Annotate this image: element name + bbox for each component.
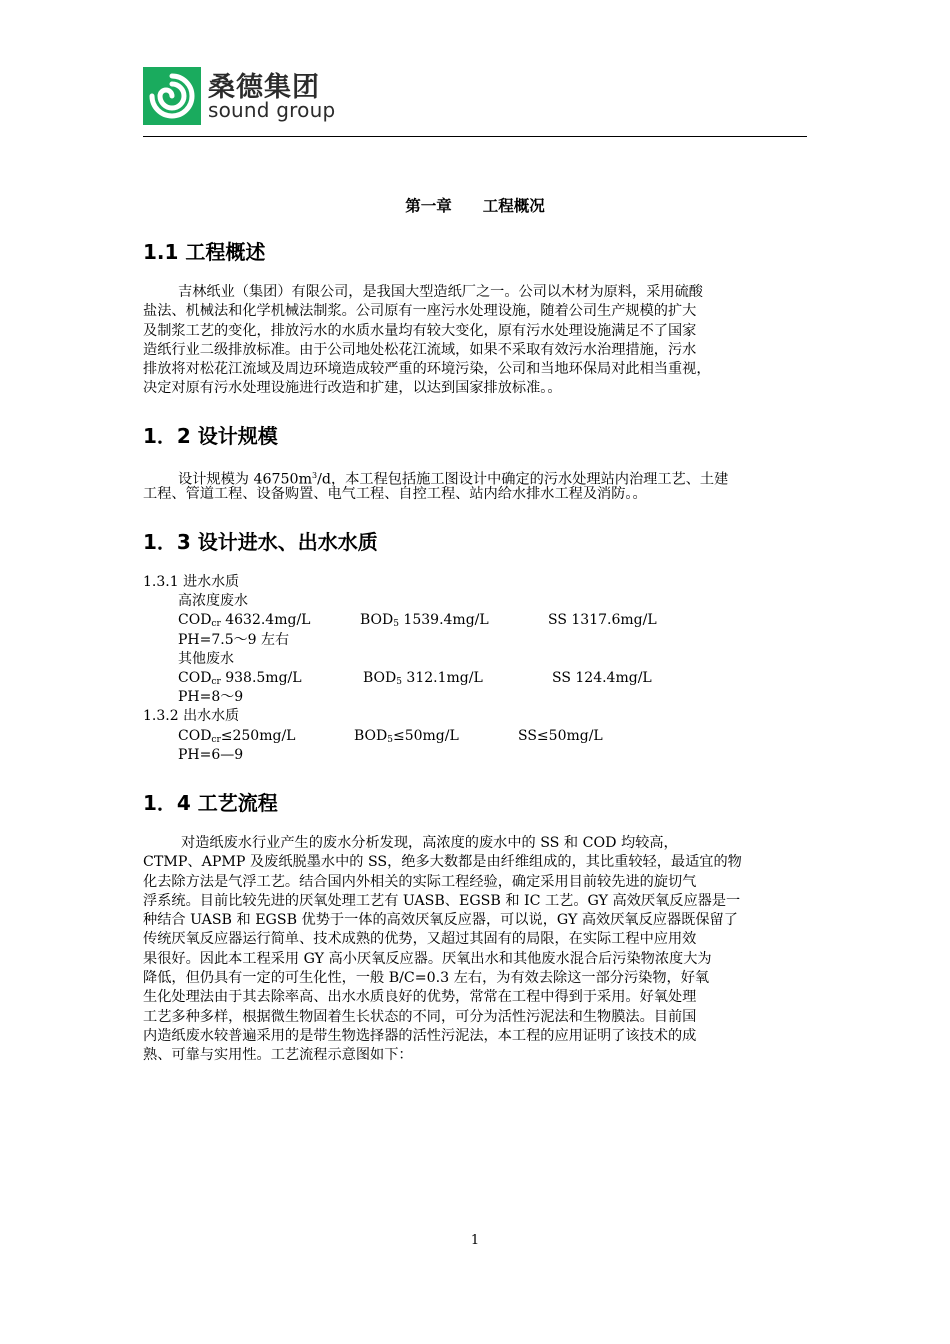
page-number: 1 xyxy=(470,1233,480,1248)
paragraph-line: 及制浆工艺的变化，排放污水的水质水量均有较大变化，原有污水处理设施满足不了国家 xyxy=(143,322,697,339)
out-ss: SS≤50mg/L xyxy=(518,727,603,744)
cod-value: ≤250mg/L xyxy=(220,727,296,744)
paragraph-line xyxy=(143,466,807,488)
paragraph-line: 熟、可靠与实用性。工艺流程示意图如下： xyxy=(143,1047,413,1064)
bod-value: 312.1mg/L xyxy=(401,669,483,686)
water-quality-block xyxy=(143,573,807,765)
company-logo xyxy=(143,67,348,127)
superscript: 3 xyxy=(312,471,318,480)
paragraph-line: CTMP、APMP 及废纸脱墨水中的 SS，绝多大数都是由纤维组成的，其比重较轻，最适宜的物 xyxy=(143,854,742,871)
section-heading-1-4: 1．4 工艺流程 xyxy=(143,791,278,815)
paragraph-line: 传统厌氧反应器运行简单、技术成熟的优势，又超过其固有的局限，在实际工程中应用效 xyxy=(143,931,697,948)
bod-label: BOD xyxy=(354,727,388,744)
outlet-quality-title: 1.3.2 出水水质 xyxy=(143,708,240,725)
paragraph-line: 对造纸废水行业产生的废水分析发现，高浓度的废水中的 SS 和 COD 均较高， xyxy=(181,835,678,851)
paragraph-line: 生化处理法由于其去除率高、出水水质良好的优势，常常在工程中得到于采用。好氧处理 xyxy=(143,989,697,1006)
paragraph-line: 排放将对松花江流域及周边环境造成较严重的环境污染，公司和当地环保局对此相当重视， xyxy=(143,361,711,378)
bod-value: ≤50mg/L xyxy=(392,727,459,744)
bod-label: BOD xyxy=(363,669,397,686)
paragraph-line: 造纸行业二级排放标准。由于公司地处松花江流域，如果不采取有效污水治理措施，污水 xyxy=(143,341,697,358)
other-ss: SS 124.4mg/L xyxy=(552,669,652,686)
paragraph-line: 果很好。因此本工程采用 GY 高小厌氧反应器。厌氧出水和其他废水混合后污染物浓度大为 xyxy=(143,950,712,967)
paragraph-line: 工程、管道工程、设备购置、电气工程、自控工程、站内给水排水工程及消防。。 xyxy=(143,486,647,503)
paragraph-line: 工艺多种多样，根据微生物固着生长状态的不同，可分为活性污泥法和生物膜法。目前国 xyxy=(143,1008,697,1025)
cod-label: COD xyxy=(178,612,212,629)
other-ph: PH=8～9 xyxy=(178,689,244,706)
paragraph-line: 降低，但仍具有一定的可生化性，一般 B/C=0.3 左右，为有效去除这一部分污染物，好氧 xyxy=(143,970,710,987)
cod-subscript: cr xyxy=(211,734,221,745)
paragraph-line: 化去除方法是气浮工艺。结合国内外相关的实际工程经验，确定采用目前较先进的旋切气 xyxy=(143,873,697,890)
cod-subscript: cr xyxy=(211,676,221,687)
scale-text: 设计规模为 46750m xyxy=(178,471,313,488)
paragraph-line: 盐法、机械法和化学机械法制浆。公司原有一座污水处理设施，随着公司生产规模的扩大 xyxy=(143,303,697,320)
high-ph: PH=7.5～9 左右 xyxy=(178,631,289,648)
high-concentration-title: 高浓度废水 xyxy=(178,593,248,610)
section-heading-1-1: 1.1 工程概述 xyxy=(143,240,266,264)
chapter-title: 第一章 工程概况 xyxy=(405,197,545,215)
paragraph-line: 浮系统。目前比较先进的厌氧处理工艺有 UASB、EGSB 和 IC 工艺。GY 高效厌氧反应器是一 xyxy=(143,892,741,909)
paragraph-line: 决定对原有污水处理设施进行改造和扩建，以达到国家排放标准。。 xyxy=(143,380,562,397)
section-heading-1-3: 1．3 设计进水、出水水质 xyxy=(143,530,378,554)
paragraph-line: 内造纸废水较普遍采用的是带生物选择器的活性污泥法，本工程的应用证明了该技术的成 xyxy=(143,1027,697,1044)
paragraph-line: 吉林纸业（集团）有限公司，是我国大型造纸厂之一。公司以木材为原料，采用硫酸 xyxy=(178,284,703,300)
section-1-2-paragraph xyxy=(143,466,807,505)
bod-value: 1539.4mg/L xyxy=(398,612,489,629)
cod-subscript: cr xyxy=(211,619,221,630)
section-heading-1-2: 1．2 设计规模 xyxy=(143,424,278,448)
bod-subscript: 5 xyxy=(393,619,399,630)
bod-subscript: 5 xyxy=(387,734,393,745)
section-1-4-paragraph xyxy=(143,834,807,1066)
cod-value: 4632.4mg/L xyxy=(220,612,311,629)
swirl-logo-icon xyxy=(143,67,201,125)
out-ph: PH=6—9 xyxy=(178,746,244,763)
paragraph-line: 种结合 UASB 和 EGSB 优势于一体的高效厌氧反应器，可以说，GY 高效厌氧反应器既保留了 xyxy=(143,912,738,929)
header-divider xyxy=(143,136,807,137)
logo-english-name: sound group xyxy=(208,98,336,122)
cod-label: COD xyxy=(178,669,212,686)
bod-label: BOD xyxy=(360,612,394,629)
inlet-quality-title: 1.3.1 进水水质 xyxy=(143,574,240,590)
cod-label: COD xyxy=(178,727,212,744)
high-ss: SS 1317.6mg/L xyxy=(548,612,657,629)
logo-chinese-name: 桑德集团 xyxy=(208,72,320,103)
cod-value: 938.5mg/L xyxy=(220,669,302,686)
scale-text-rest: /d，本工程包括施工图设计中确定的污水处理站内治理工艺、土建 xyxy=(317,471,729,488)
section-1-1-paragraph xyxy=(143,283,807,399)
other-wastewater-title: 其他废水 xyxy=(178,650,234,667)
bod-subscript: 5 xyxy=(396,676,402,687)
